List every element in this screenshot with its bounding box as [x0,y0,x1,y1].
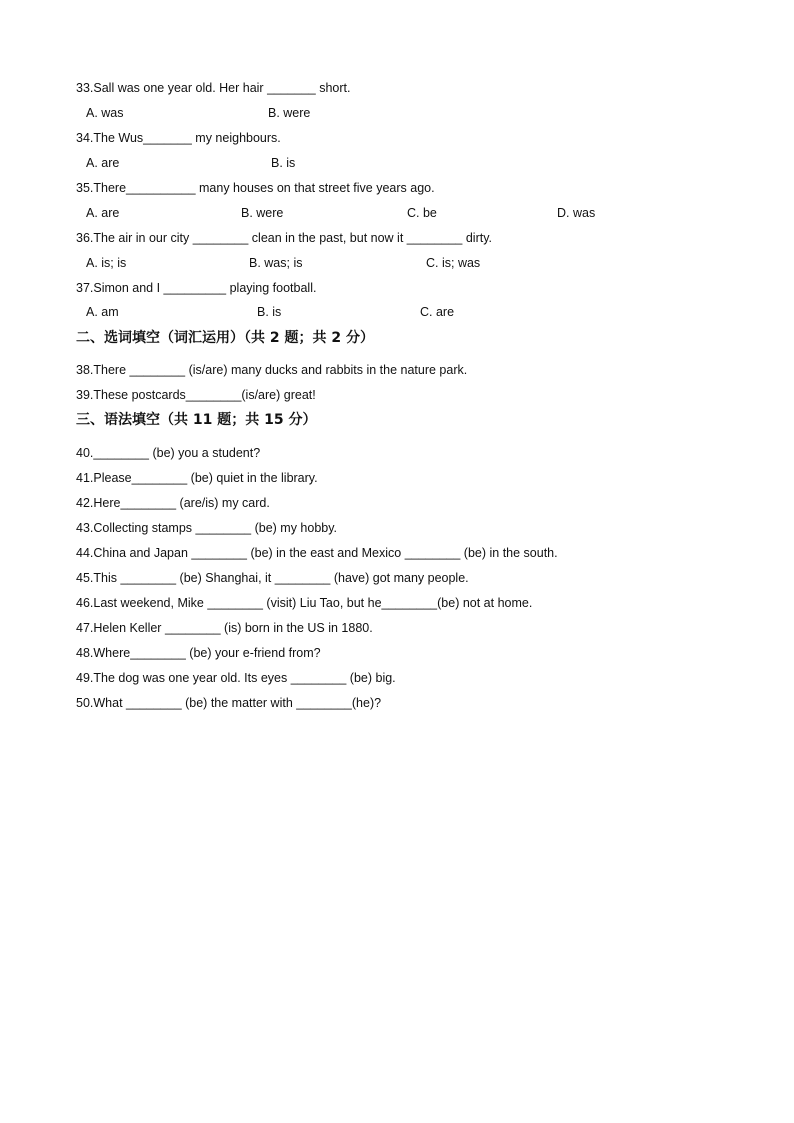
option-35-c: C. be [407,206,437,220]
option-35-b: B. were [241,206,284,220]
question-36: 36.The air in our city ________ clean in the past, but now it ________ dirty. [76,231,493,245]
question-42: 42.Here________ (are/is) my card. [76,496,270,510]
question-44: 44.China and Japan ________ (be) in the east and Mexico ________ (be) in the south. [76,546,558,560]
question-35: 35.There__________ many houses on that street five years ago. [76,181,435,195]
question-45: 45.This ________ (be) Shanghai, it ________ (have) got many people. [76,571,469,585]
option-33-b: B. were [268,106,311,120]
option-36-c: C. is; was [426,256,481,270]
question-40: 40.________ (be) you a student? [76,446,261,460]
question-47: 47.Helen Keller ________ (is) born in the US in 1880. [76,621,373,635]
option-37-a: A. am [86,305,119,319]
question-39: 39.These postcards________(is/are) great! [76,388,316,402]
question-48: 48.Where________ (be) your e-friend from? [76,646,321,660]
question-34: 34.The Wus_______ my neighbours. [76,131,281,145]
section-3-title: 三、语法填空（共 11 题；共 15 分） [76,412,317,428]
question-46: 46.Last weekend, Mike ________ (visit) Liu Tao, but he________(be) not at home. [76,596,533,610]
question-33: 33.Sall was one year old. Her hair _______ short. [76,81,351,95]
option-35-a: A. are [86,206,120,220]
question-38: 38.There ________ (is/are) many ducks and rabbits in the nature park. [76,363,468,377]
section-2-title: 二、选词填空（词汇运用）（共 2 题；共 2 分） [76,330,374,346]
question-43: 43.Collecting stamps ________ (be) my hobby. [76,521,338,535]
question-49: 49.The dog was one year old. Its eyes ________ (be) big. [76,671,396,685]
question-41: 41.Please________ (be) quiet in the library. [76,471,318,485]
option-33-a: A. was [86,106,124,120]
option-36-a: A. is; is [86,256,127,270]
option-37-c: C. are [420,305,455,319]
option-35-d: D. was [557,206,596,220]
option-34-a: A. are [86,156,120,170]
option-37-b: B. is [257,305,282,319]
option-34-b: B. is [271,156,296,170]
option-36-b: B. was; is [249,256,303,270]
question-50: 50.What ________ (be) the matter with ________(he)? [76,696,382,710]
question-37: 37.Simon and I _________ playing football. [76,281,317,295]
